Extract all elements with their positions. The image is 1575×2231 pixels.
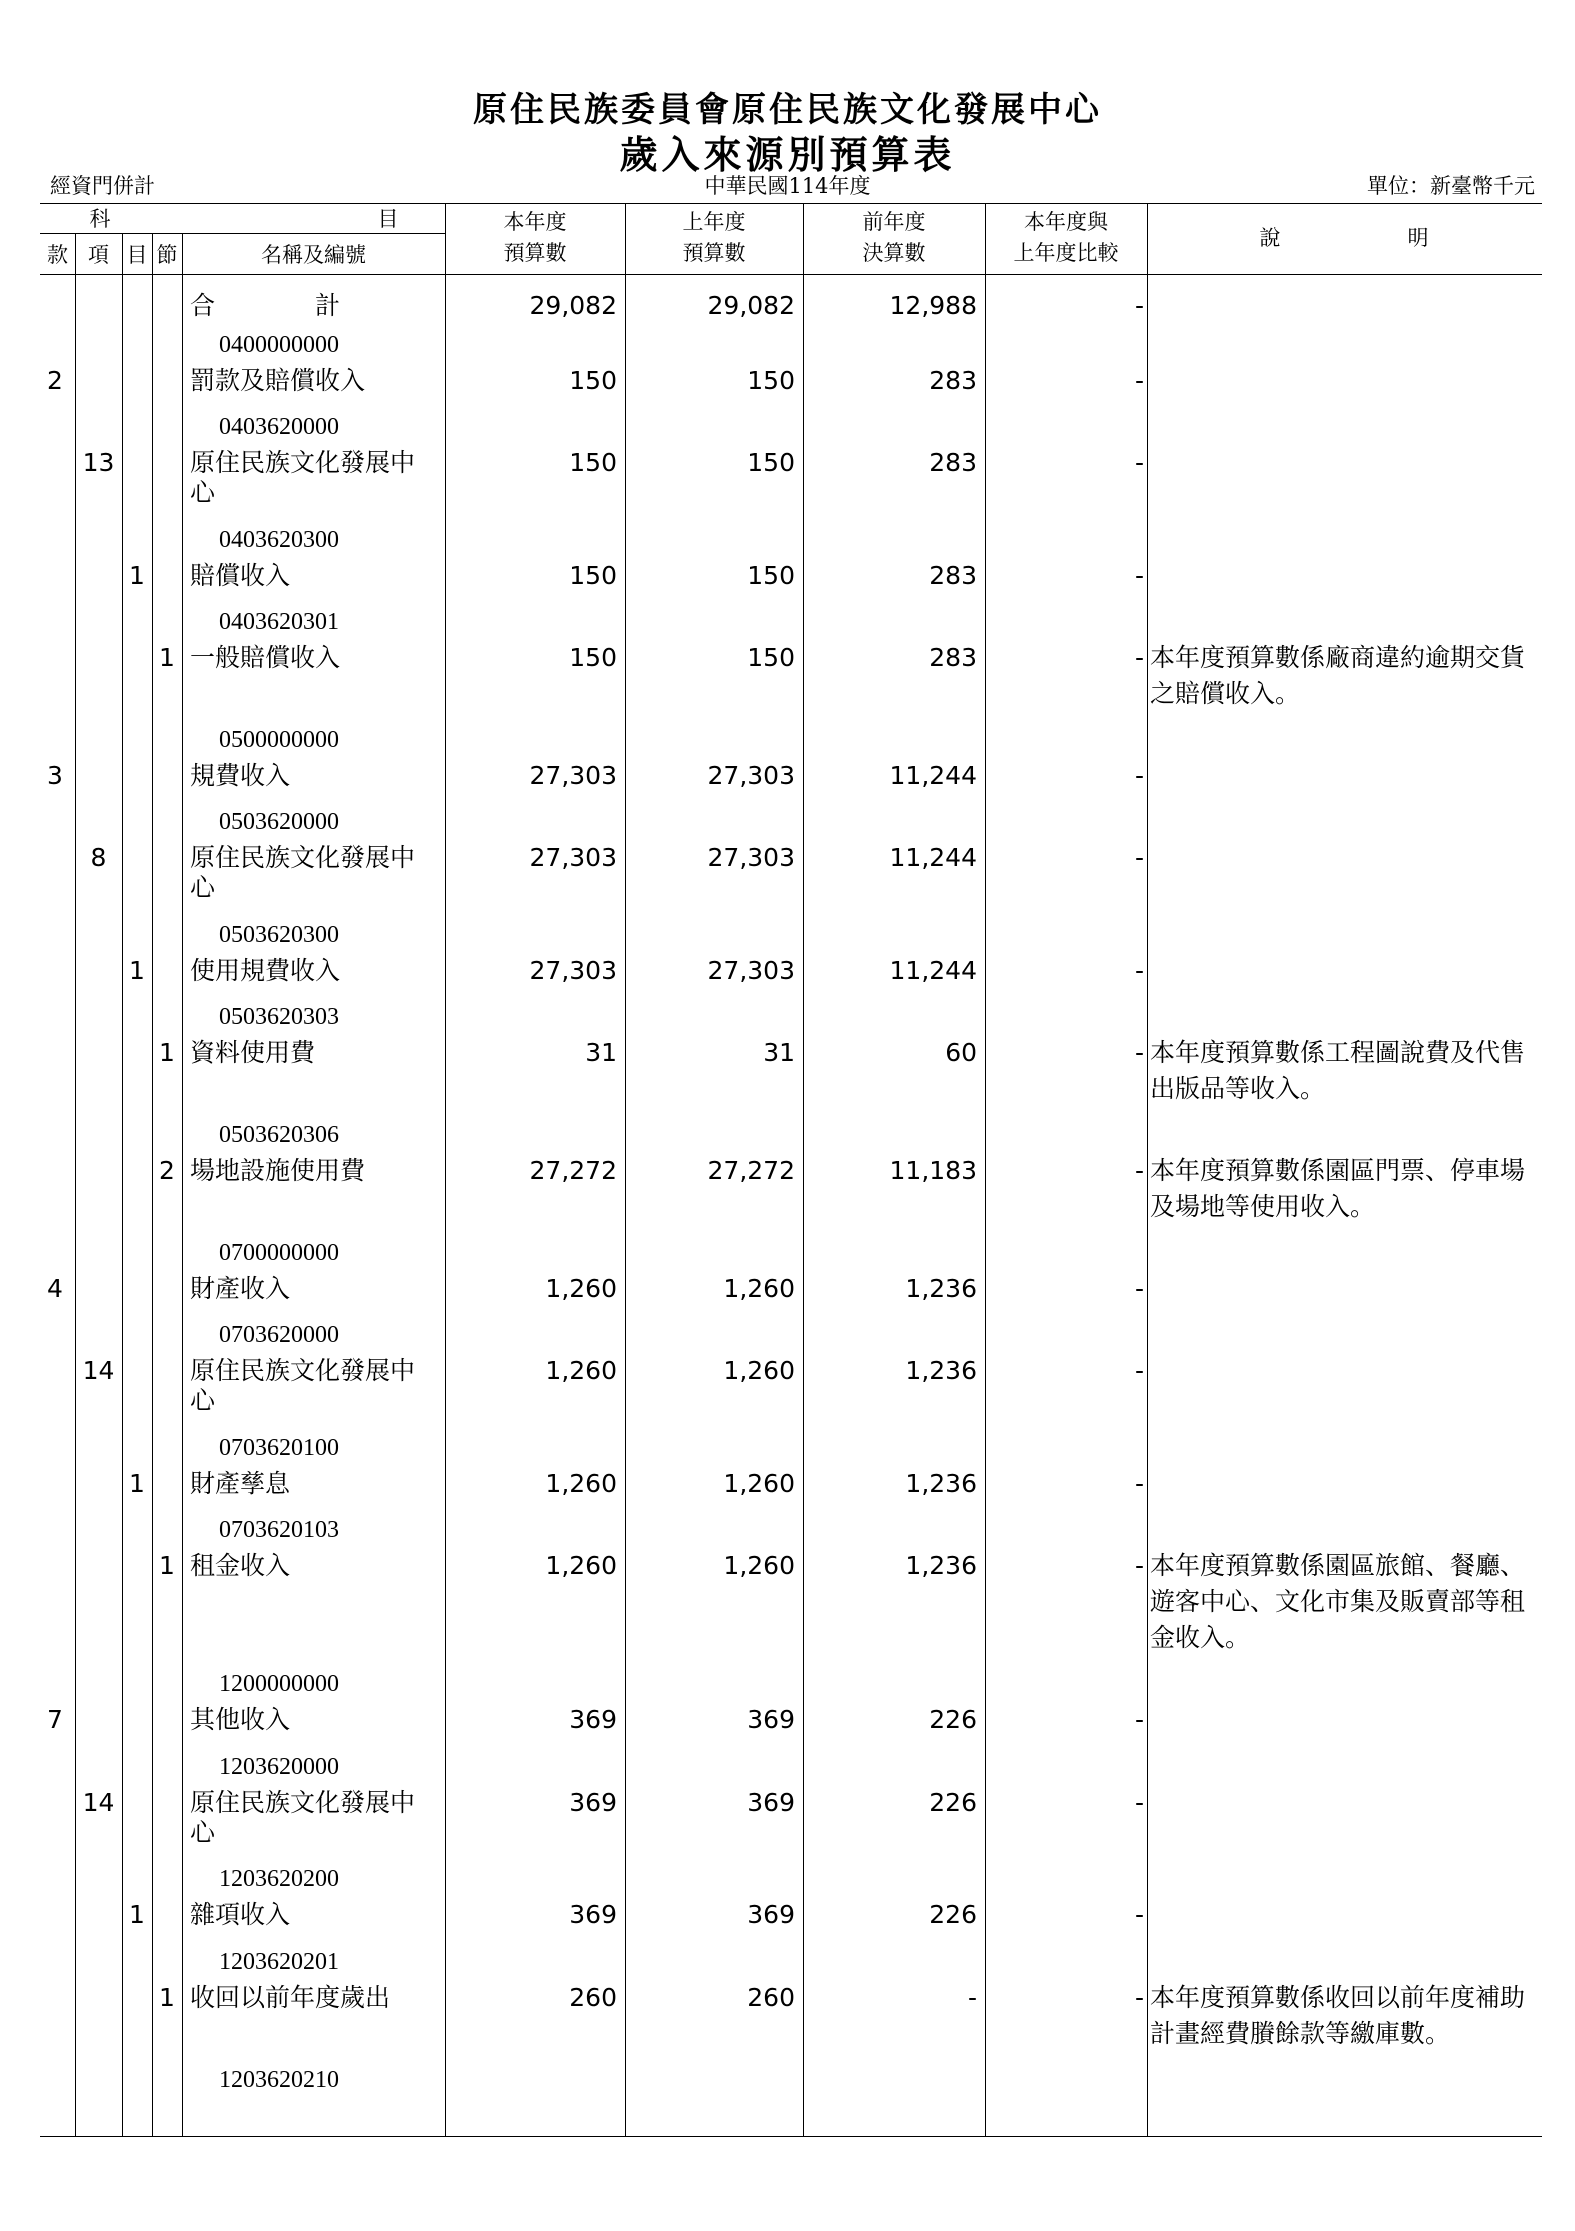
row-previous: 150: [747, 561, 795, 590]
header-bottom-rule: [40, 274, 1542, 275]
row-kuan: 3: [47, 761, 63, 790]
row-current: 369: [569, 1900, 617, 1929]
row-previous: 29,082: [707, 291, 795, 320]
row-name: 使用規費收入: [190, 956, 341, 985]
row-actual: 283: [929, 561, 977, 590]
row-code: 1203620200: [219, 1866, 339, 1892]
header-compare-1: 本年度與: [1024, 210, 1108, 234]
row-code: 0503620000: [219, 809, 339, 835]
row-code: 0503620300: [219, 922, 339, 948]
row-previous: 369: [747, 1788, 795, 1817]
row-name: 財產收入: [190, 1274, 291, 1303]
row-previous: 27,272: [707, 1156, 795, 1185]
header-previous-2: 預算數: [682, 241, 746, 265]
header-compare-2: 上年度比較: [1013, 241, 1119, 265]
row-previous: 260: [747, 1983, 795, 2012]
header-previous-1: 上年度: [682, 210, 746, 234]
row-actual: 12,988: [889, 291, 977, 320]
row-name: 財產孳息: [190, 1469, 291, 1498]
row-actual: 226: [929, 1788, 977, 1817]
table-bottom-rule: [40, 2136, 1542, 2137]
agency-title: 原住民族委員會原住民族文化發展中心: [473, 90, 1102, 130]
row-code: 0700000000: [219, 1240, 339, 1266]
row-code: 0703620100: [219, 1435, 339, 1461]
row-compare: -: [1134, 1356, 1144, 1385]
row-previous: 31: [763, 1038, 795, 1067]
row-previous: 369: [747, 1900, 795, 1929]
row-name: 場地設施使用費: [190, 1156, 366, 1185]
header-jie: 節: [156, 243, 178, 267]
row-mu: 1: [129, 1469, 145, 1498]
col-rule: [75, 233, 76, 2136]
row-code: 0703620103: [219, 1517, 339, 1543]
row-compare: -: [1134, 1469, 1144, 1498]
row-actual: 60: [945, 1038, 977, 1067]
row-code: 0503620303: [219, 1004, 339, 1030]
row-name-continued: 心: [190, 1386, 216, 1415]
row-name: 其他收入: [190, 1705, 291, 1734]
row-current: 1,260: [545, 1551, 617, 1580]
header-actual-2: 決算數: [862, 241, 926, 265]
row-compare: -: [1134, 291, 1144, 320]
row-note: 本年度預算數係園區門票、停車場及場地等使用收入。: [1150, 1156, 1526, 1221]
row-xiang: 13: [82, 448, 115, 477]
header-note-2: 明: [1407, 226, 1429, 250]
header-note-1: 說: [1259, 226, 1281, 250]
row-compare: -: [1134, 1274, 1144, 1303]
row-current: 150: [569, 366, 617, 395]
row-compare: -: [1134, 366, 1144, 395]
table-top-rule: [40, 203, 1542, 204]
col-rule: [122, 233, 123, 2136]
row-actual: 283: [929, 366, 977, 395]
row-actual: 1,236: [905, 1356, 977, 1385]
row-actual: -: [967, 1983, 977, 2012]
row-current: 1,260: [545, 1469, 617, 1498]
row-code: 0503620306: [219, 1122, 339, 1148]
row-actual: 11,244: [889, 843, 977, 872]
row-previous: 27,303: [707, 956, 795, 985]
row-current: 150: [569, 561, 617, 590]
row-name: 賠償收入: [190, 561, 291, 590]
row-name: 原住民族文化發展中: [190, 843, 416, 872]
unit-label: 單位：新臺幣千元: [1367, 174, 1535, 198]
row-actual: 226: [929, 1900, 977, 1929]
row-previous: 27,303: [707, 843, 795, 872]
row-name: 原住民族文化發展中: [190, 1356, 416, 1385]
row-current: 27,303: [529, 761, 617, 790]
fiscal-year-label: 中華民國114年度: [704, 174, 871, 198]
row-name: 雜項收入: [190, 1900, 291, 1929]
row-previous: 150: [747, 366, 795, 395]
row-actual: 1,236: [905, 1469, 977, 1498]
row-previous: 27,303: [707, 761, 795, 790]
row-kuan: 4: [47, 1274, 63, 1303]
row-actual: 1,236: [905, 1551, 977, 1580]
row-actual: 283: [929, 448, 977, 477]
row-code: 1203620000: [219, 1754, 339, 1780]
row-current: 260: [569, 1983, 617, 2012]
row-jie: 1: [159, 1038, 175, 1067]
row-current: 150: [569, 448, 617, 477]
row-compare: -: [1134, 1900, 1144, 1929]
row-xiang: 8: [90, 843, 107, 872]
row-note: 本年度預算數係廠商違約逾期交貨之賠償收入。: [1150, 643, 1526, 708]
row-name-continued: 心: [190, 1818, 216, 1847]
row-name: 合 計: [190, 291, 341, 320]
row-compare: -: [1134, 643, 1144, 672]
row-previous: 369: [747, 1705, 795, 1734]
row-xiang: 14: [82, 1356, 115, 1385]
row-name-continued: 心: [190, 478, 216, 507]
row-previous: 1,260: [723, 1274, 795, 1303]
row-name: 規費收入: [190, 761, 291, 790]
row-current: 27,272: [529, 1156, 617, 1185]
row-name: 原住民族文化發展中: [190, 448, 416, 477]
row-code: 0403620301: [219, 609, 339, 635]
col-rule: [1147, 203, 1148, 2136]
row-name: 收回以前年度歲出: [190, 1983, 391, 2012]
row-kuan: 2: [47, 366, 63, 395]
row-name: 原住民族文化發展中: [190, 1788, 416, 1817]
row-actual: 11,183: [889, 1156, 977, 1185]
row-name: 罰款及賠償收入: [190, 366, 366, 395]
row-jie: 2: [159, 1156, 175, 1185]
row-actual: 283: [929, 643, 977, 672]
row-note: 本年度預算數係收回以前年度補助計畫經費賸餘款等繳庫數。: [1150, 1983, 1526, 2048]
row-code: 1203620201: [219, 1949, 339, 1975]
row-actual: 226: [929, 1705, 977, 1734]
row-compare: -: [1134, 843, 1144, 872]
row-note: 本年度預算數係工程圖說費及代售出版品等收入。: [1150, 1038, 1526, 1103]
header-kuan: 款: [47, 243, 68, 267]
row-current: 150: [569, 643, 617, 672]
row-name: 一般賠償收入: [190, 643, 341, 672]
header-xiang: 項: [88, 243, 109, 267]
header-ke: 科: [89, 207, 111, 231]
row-previous: 1,260: [723, 1356, 795, 1385]
row-code: 0403620300: [219, 527, 339, 553]
row-compare: -: [1134, 1705, 1144, 1734]
row-compare: -: [1134, 1788, 1144, 1817]
row-previous: 1,260: [723, 1551, 795, 1580]
row-compare: -: [1134, 561, 1144, 590]
row-actual: 1,236: [905, 1274, 977, 1303]
col-rule: [182, 233, 183, 2136]
row-name: 租金收入: [190, 1551, 291, 1580]
row-previous: 150: [747, 643, 795, 672]
header-mu2: 目: [126, 243, 148, 267]
header-name: 名稱及編號: [261, 243, 366, 267]
header-current-1: 本年度: [503, 210, 567, 234]
row-code: 0703620000: [219, 1322, 339, 1348]
row-mu: 1: [129, 1900, 145, 1929]
row-note: 本年度預算數係園區旅館、餐廳、遊客中心、文化市集及販賣部等租金收入。: [1150, 1551, 1526, 1652]
category-header-rule: [40, 233, 445, 234]
row-previous: 1,260: [723, 1469, 795, 1498]
header-current-2: 預算數: [503, 241, 567, 265]
row-mu: 1: [129, 956, 145, 985]
row-compare: -: [1134, 1551, 1144, 1580]
row-code: 0403620000: [219, 414, 339, 440]
row-name-continued: 心: [190, 873, 216, 902]
row-jie: 1: [159, 643, 175, 672]
row-actual: 11,244: [889, 956, 977, 985]
row-code: 1203620210: [219, 2067, 339, 2093]
row-previous: 150: [747, 448, 795, 477]
budget-table: [40, 203, 1542, 2138]
row-mu: 1: [129, 561, 145, 590]
row-jie: 1: [159, 1551, 175, 1580]
row-code: 0500000000: [219, 727, 339, 753]
row-current: 27,303: [529, 956, 617, 985]
table-title: 歲入來源別預算表: [619, 132, 956, 177]
header-actual-1: 前年度: [862, 210, 926, 234]
row-compare: -: [1134, 1983, 1144, 2012]
row-current: 31: [585, 1038, 617, 1067]
row-current: 369: [569, 1705, 617, 1734]
row-compare: -: [1134, 1156, 1144, 1185]
row-compare: -: [1134, 1038, 1144, 1067]
row-compare: -: [1134, 956, 1144, 985]
row-current: 29,082: [529, 291, 617, 320]
row-code: 0400000000: [219, 332, 339, 358]
row-compare: -: [1134, 448, 1144, 477]
row-kuan: 7: [47, 1705, 63, 1734]
row-name: 資料使用費: [190, 1038, 316, 1067]
fund-type-label: 經資門併計: [50, 174, 155, 198]
row-current: 1,260: [545, 1356, 617, 1385]
row-current: 369: [569, 1788, 617, 1817]
row-code: 1200000000: [219, 1671, 339, 1697]
row-compare: -: [1134, 761, 1144, 790]
row-current: 27,303: [529, 843, 617, 872]
row-xiang: 14: [82, 1788, 115, 1817]
header-mu: 目: [377, 207, 399, 231]
row-actual: 11,244: [889, 761, 977, 790]
row-current: 1,260: [545, 1274, 617, 1303]
row-jie: 1: [159, 1983, 175, 2012]
